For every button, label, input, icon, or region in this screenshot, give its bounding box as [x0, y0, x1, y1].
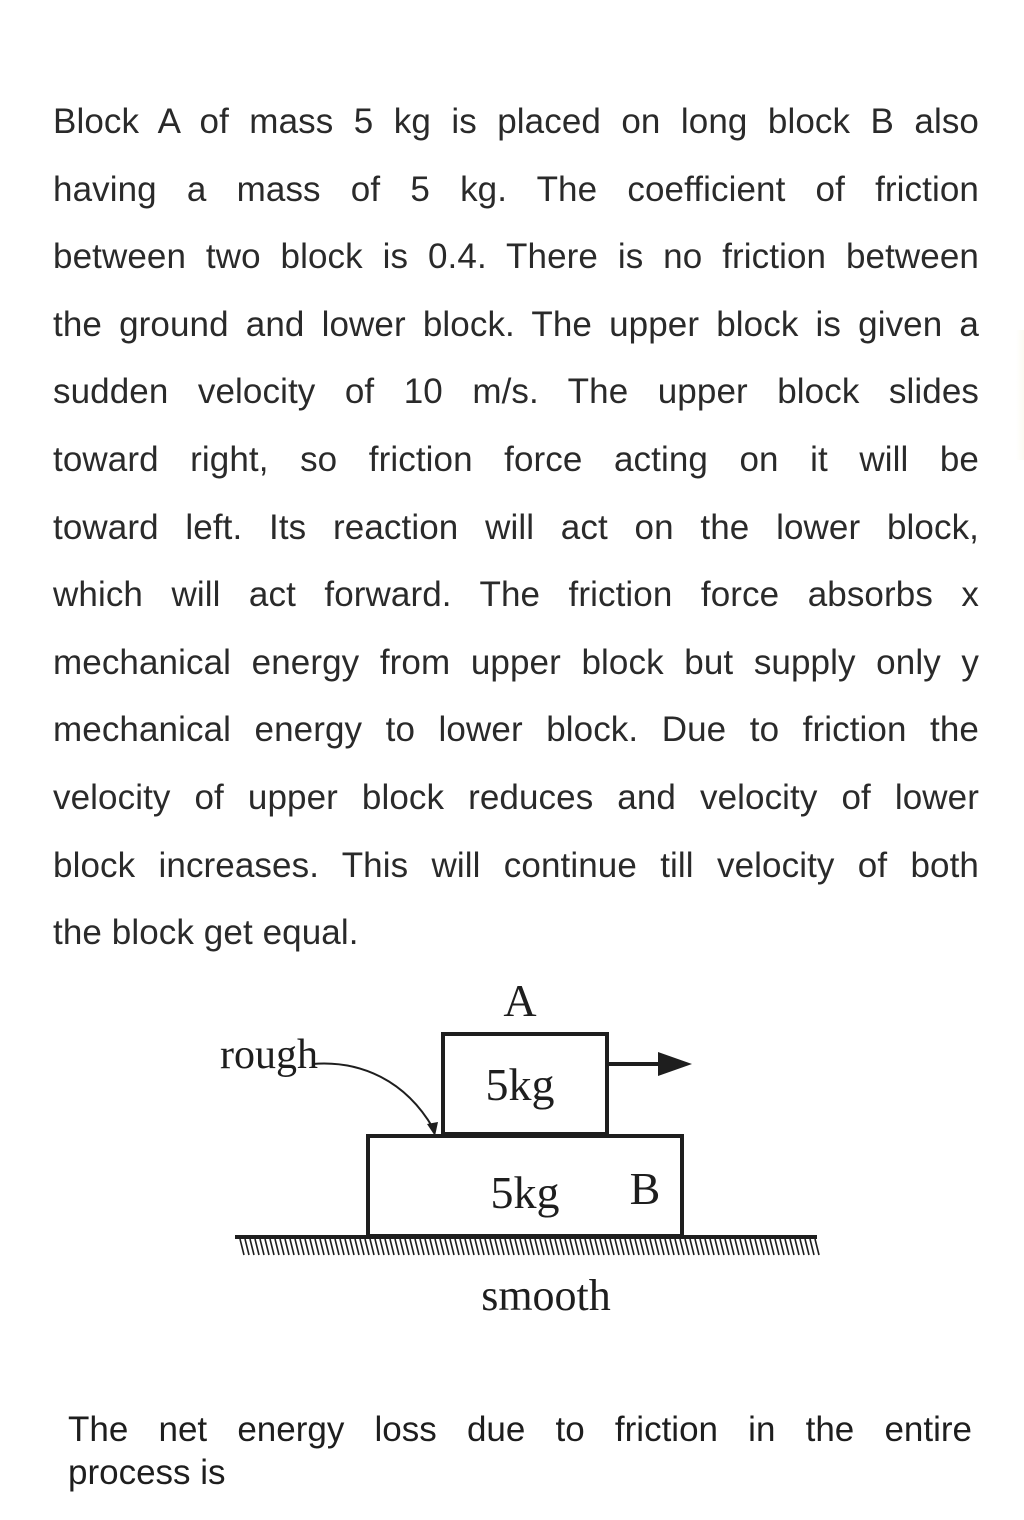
passage-line: toward left. Its reaction will act on the lower block,: [53, 507, 979, 547]
passage-line: between two block is 0.4. There is no friction between: [53, 237, 979, 277]
question-text: [68, 1408, 972, 1494]
block-b-mass: 5kg: [490, 1167, 560, 1218]
block-a-label: A: [503, 975, 537, 1026]
problem-passage: [53, 88, 979, 967]
passage-line: sudden velocity of 10 m/s. The upper block slides: [53, 372, 979, 412]
block-b-label: B: [629, 1163, 661, 1214]
passage-line: which will act forward. The friction force absorbs x: [53, 575, 979, 615]
block-diagram-svg: [200, 960, 850, 1330]
passage-line: block increases. This will continue till velocity of both: [53, 845, 979, 885]
passage-line: the block get equal.: [53, 913, 359, 953]
passage-line: mechanical energy from upper block but supply only y: [53, 642, 979, 682]
passage-line: toward right, so friction force acting on it will be: [53, 439, 979, 479]
passage-line: the ground and lower block. The upper block is given a: [53, 304, 979, 344]
smooth-label: smooth: [481, 1271, 611, 1320]
passage-line: Block A of mass 5 kg is placed on long block B also: [53, 102, 979, 141]
question-line: The net energy loss due to friction in the entire: [68, 1410, 972, 1449]
passage-line: velocity of upper block reduces and velocity of lower: [53, 777, 979, 817]
ground-hatching: [240, 1239, 819, 1255]
velocity-arrow-icon: [607, 1052, 692, 1076]
block-diagram: [200, 960, 850, 1330]
question-line: process is: [68, 1453, 226, 1492]
block-a-mass: 5kg: [485, 1059, 555, 1110]
passage-line: having a mass of 5 kg. The coefficient of friction: [53, 169, 979, 209]
rough-label: rough: [220, 1032, 318, 1078]
rough-pointer-arrowhead-icon: [427, 1122, 438, 1136]
rough-pointer: [312, 1064, 433, 1128]
edge-shade: [1016, 330, 1024, 460]
passage-line: mechanical energy to lower block. Due to friction the: [53, 710, 979, 750]
